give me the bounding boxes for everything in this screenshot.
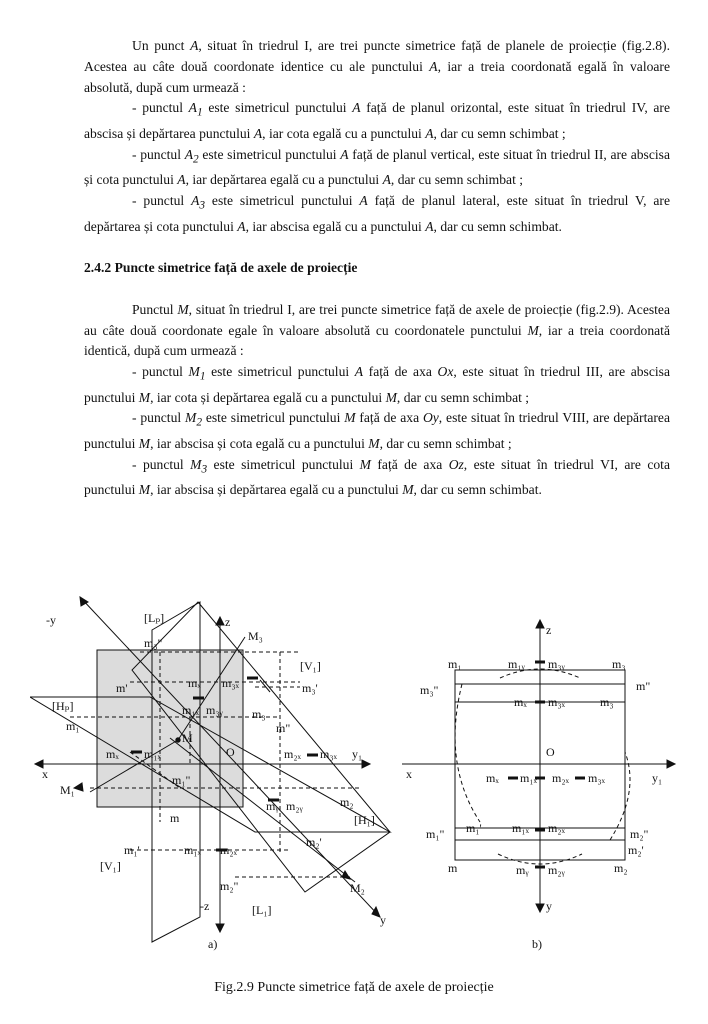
italic-run: Oy	[422, 410, 439, 426]
italic-run: A	[429, 58, 438, 74]
label-b-m1: m₁	[448, 657, 462, 671]
label-z-b: z	[546, 623, 552, 637]
label-m1z: m₁ₓ	[182, 703, 199, 717]
label-x-a: x	[42, 767, 48, 781]
label-m3x: m₃ₓ	[320, 747, 337, 761]
subscript-run: 2	[193, 153, 199, 166]
paragraph-4: - punctul $A_3$ este simetricul punctului A față de planul lateral, este situat în triedrul V, are depărtarea și cota punctului A, iar abscisa egală cu a punctului A, dar cu semn schimbat.	[84, 193, 670, 234]
italic-run: M	[385, 389, 397, 405]
label-b-mz: mₓ	[514, 695, 527, 709]
paragraph-2: - punctul $A_1$ este simetricul punctului A față de planul orizontal, este situat în triedrul IV, are abscisa și depărtarea punctului A, iar cota egală cu a punctului A, dar cu semn schimbat ;	[84, 100, 670, 141]
label-l1: [L₁]	[252, 903, 272, 917]
italic-run: A	[425, 218, 434, 234]
label-mz: mₓ	[188, 676, 201, 690]
italic-run: M	[138, 389, 151, 405]
label-b-my: mᵧ	[516, 863, 529, 877]
paragraph-1: Un punct A, situat în triedrul I, are trei puncte simetrice față de planele de proiecție (fig.2.8). Acestea au câte două coordonate identice cu ale punctului A, iar a treia coordonată egală în valoare absolută, după cum urmează :	[84, 38, 670, 95]
italic-run: M	[138, 482, 151, 498]
italic-run: A	[184, 146, 193, 162]
section-heading: 2.4.2 Puncte simetrice față de axele de proiecție	[84, 260, 358, 276]
label-b-m2y: m₂ᵧ	[548, 863, 565, 877]
label-h1: [H₁]	[354, 813, 375, 827]
italic-run: M	[188, 364, 200, 380]
figure-a	[30, 597, 390, 942]
label-m1: m₁	[66, 719, 80, 733]
italic-run: A	[190, 38, 199, 53]
document-body	[84, 36, 670, 501]
label-m2z: m₂ₓ	[220, 843, 237, 857]
label-m-prime: m'	[116, 681, 128, 695]
label-m1-dprime: m₁"	[172, 773, 191, 787]
label-v1-left: [V₁]	[100, 859, 121, 873]
italic-run: Ox	[437, 364, 454, 380]
label-v1-right: [V₁]	[300, 659, 321, 673]
italic-run: M	[177, 301, 189, 317]
label-b-m1-prime: m₁'	[466, 821, 482, 835]
italic-run: A	[352, 100, 361, 116]
label-b-m3y: m₃ᵧ	[548, 657, 565, 671]
label-z-a: z	[225, 615, 231, 629]
label-b-m2-prime: m₂'	[628, 843, 644, 857]
label-b-m2z: m₂ₓ	[548, 821, 565, 835]
subscript-run: 1	[196, 107, 203, 120]
label-b-m1z: m₁ₓ	[512, 821, 529, 835]
label-y-a: y	[380, 913, 386, 927]
italic-run: M	[527, 322, 539, 338]
label-b-m2-dprime: m₂"	[630, 827, 649, 841]
figure-b-labels	[406, 623, 662, 951]
label-mx: mₓ	[106, 747, 119, 761]
italic-run: M	[402, 482, 414, 498]
label-O-a: O	[226, 745, 235, 759]
sublabel-b: b)	[532, 937, 542, 951]
italic-run: A	[382, 172, 391, 188]
italic-run: A	[191, 193, 200, 209]
italic-run: A	[237, 218, 246, 234]
label-b-m2: m₂	[614, 861, 628, 875]
subscript-run: 2	[196, 417, 202, 430]
label-m2: m₂	[340, 795, 354, 809]
label-m3-prime: m₃'	[302, 681, 318, 695]
italic-run: M	[359, 456, 371, 472]
label-b-m-dprime: m"	[636, 679, 651, 693]
label-m2-prime: m₂'	[306, 835, 322, 849]
label-m2y: m₂ᵧ	[286, 799, 303, 813]
label-m3-dprime: m₃"	[144, 636, 163, 650]
label-neg-y: -y	[46, 613, 56, 627]
italic-run: A	[340, 146, 349, 162]
italic-run: M	[344, 410, 356, 426]
italic-run: M	[368, 435, 380, 451]
label-M: M	[182, 731, 193, 745]
paragraph-6: - punctul $M_1$ este simetricul punctului A față de axa Ox, este situat în triedrul III, are abscisa punctului M, iar cota și depărtarea egală cu a punctului M, dar cu semn schimbat ;	[84, 364, 670, 405]
label-M3: M₃	[248, 629, 263, 643]
label-b-m3-right: m₃	[600, 695, 614, 709]
italic-run: A	[359, 193, 368, 209]
italic-run: A	[425, 125, 434, 141]
sublabel-a: a)	[208, 937, 218, 951]
label-my: mᵧ	[266, 799, 279, 813]
label-y1-a: y₁	[352, 747, 363, 761]
label-lp: [Lₚ]	[144, 611, 165, 625]
label-m1z-b: m₁ₓ	[184, 843, 201, 857]
figure-b	[402, 620, 675, 912]
label-neg-z: -z	[200, 899, 210, 913]
label-b-m1x: m₁ₓ	[520, 771, 537, 785]
label-b-m3-dprime: m₃"	[420, 683, 439, 697]
subscript-run: 3	[201, 463, 208, 476]
label-b-m2x: m₂ₓ	[552, 771, 569, 785]
label-b-m1-dprime: m₁"	[426, 827, 445, 841]
label-b-mx: mₓ	[486, 771, 499, 785]
label-m3: m₃	[252, 707, 266, 721]
label-m1-prime: m₁'	[124, 843, 140, 857]
label-M1: M₁	[60, 783, 75, 797]
label-m1x: m₁ₓ	[144, 747, 161, 761]
label-m: m	[170, 811, 180, 825]
italic-run: M	[190, 456, 202, 472]
paragraph-3: - punctul $A_2$ este simetricul punctului A față de planul vertical, este situat în triedrul II, are abscisa și cota punctului A, iar depărtarea egală cu a punctului A, dar cu semn schimbat ;	[84, 146, 670, 188]
label-b-m: m	[448, 861, 458, 875]
label-y-b: y	[546, 899, 552, 913]
italic-run: M	[184, 410, 197, 426]
label-b-m3: m₃	[612, 657, 626, 671]
paragraph-7: - punctul $M_2$ este simetricul punctului M față de axa Oy, este situat în triedrul VIII, are depărtarea punctului M, iar abscisa și cota egală cu a punctului M, dar cu semn schimbat ;	[84, 410, 670, 451]
label-hp: [Hₚ]	[52, 699, 74, 713]
subscript-run: 1	[199, 370, 206, 383]
paragraph-5: Punctul M, situat în triedrul I, are trei puncte simetrice față de axele de proiecție (fig.2.9). Acestea au câte două coordonate egale în valoare absolută cu coordonatele punctului M, iar a treia coordonată identică, după cum urmează :	[84, 301, 670, 359]
label-y1-b: y₁	[652, 771, 663, 785]
label-m2-dprime: m₂"	[220, 879, 239, 893]
italic-run: A	[354, 364, 364, 380]
label-b-m3x: m₃ₓ	[588, 771, 605, 785]
italic-run: M	[138, 435, 151, 451]
label-x-b: x	[406, 767, 412, 781]
label-m3y: m₃ᵧ	[206, 703, 223, 717]
italic-run: Oz	[448, 456, 464, 472]
label-m-dprime: m"	[276, 721, 291, 735]
label-m3z: m₃ₓ	[222, 676, 239, 690]
label-M2: M₂	[350, 881, 365, 895]
figure-2-9	[30, 592, 680, 952]
label-b-m3z: m₃ₓ	[548, 695, 565, 709]
subscript-run: 3	[199, 199, 206, 212]
italic-run: A	[253, 125, 263, 141]
paragraph-8: - punctul $M_3$ este simetricul punctului M față de axa Oz, este situat în triedrul VI, are cota punctului M, iar abscisa și depărtarea egală cu a punctului M, dar cu semn schimbat.	[84, 456, 670, 498]
figure-caption: Fig.2.9 Puncte simetrice față de axele de proiecție	[214, 980, 494, 995]
label-m2x: m₂ₓ	[284, 747, 301, 761]
label-O-b: O	[546, 745, 555, 759]
label-b-m1y: m₁ᵧ	[508, 657, 525, 671]
italic-run: A	[188, 100, 197, 116]
italic-run: A	[177, 172, 186, 188]
